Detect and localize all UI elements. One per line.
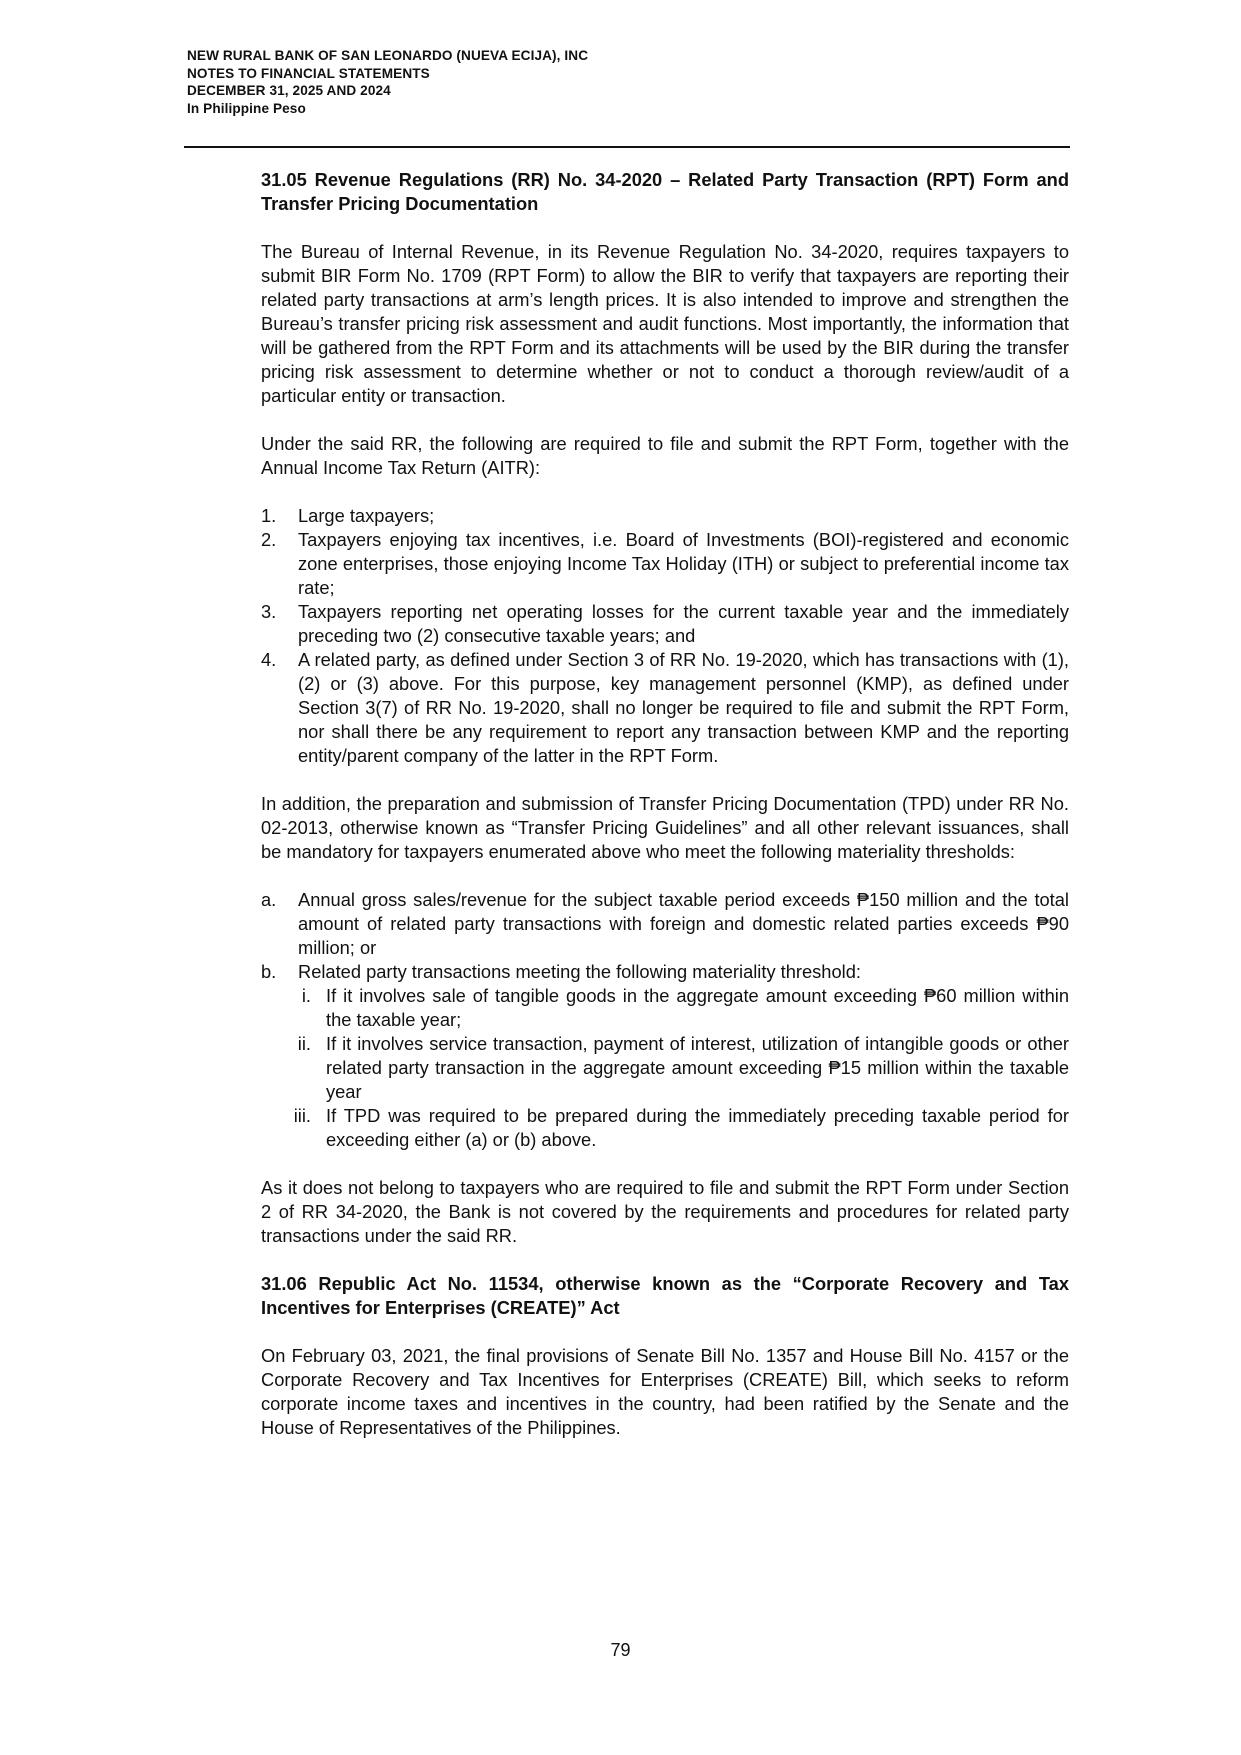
list-text: Annual gross sales/revenue for the subject taxable period exceeds ₱150 million and the total amount of related party transactions with foreign and domestic related parties exceeds ₱90 million; or (298, 889, 1069, 958)
sublist-item (261, 984, 1069, 1032)
sublist-text: If it involves sale of tangible goods in the aggregate amount exceeding ₱60 million within the taxable year; (326, 985, 1069, 1030)
sublist-marker: iii. (293, 1105, 311, 1126)
list-text: Taxpayers reporting net operating losses for the current taxable year and the immediately preceding two (2) consecutive taxable years; and (298, 601, 1069, 646)
paragraph: Under the said RR, the following are required to file and submit the RPT Form, together with the Annual Income Tax Return (AITR): (261, 433, 1069, 478)
list-item (261, 648, 1069, 768)
list-text: Large taxpayers; (298, 505, 435, 526)
list-text: Related party transactions meeting the following materiality threshold: (298, 961, 861, 982)
sublist-marker: ii. (297, 1033, 311, 1054)
company-name: NEW RURAL BANK OF SAN LEONARDO (NUEVA ECIJA), INC (187, 48, 589, 63)
list-text: A related party, as defined under Section 3 of RR No. 19-2020, which has transactions with (1), (2) or (3) above. For this purpose, key management personnel (KMP), as defined under Section 3(7) of RR No. 19-2020, shall no longer be required to file and submit the RPT Form, nor shall there be any requirement to report any transaction between KMP and the reporting entity/parent company of the latter in the RPT Form. (298, 649, 1069, 766)
sublist-marker: i. (301, 985, 311, 1006)
sublist-text: If TPD was required to be prepared during the immediately preceding taxable period for exceeding either (a) or (b) above. (326, 1105, 1069, 1150)
list-item (261, 888, 1069, 960)
sublist-item (261, 1032, 1069, 1104)
statement-period: DECEMBER 31, 2025 AND 2024 (187, 83, 391, 98)
list-item (261, 600, 1069, 648)
list-marker: 4. (261, 649, 277, 670)
list-marker: 3. (261, 601, 277, 622)
list-marker: 2. (261, 529, 277, 550)
list-text: Taxpayers enjoying tax incentives, i.e. Board of Investments (BOI)-registered and economic zone enterprises, those enjoying Income Tax Holiday (ITH) or subject to preferential income tax rate; (298, 529, 1069, 598)
list-item (261, 960, 1069, 984)
list-marker: b. (261, 961, 277, 982)
document-header (187, 47, 1087, 117)
statement-title: NOTES TO FINANCIAL STATEMENTS (187, 65, 430, 81)
list-item (261, 504, 1069, 528)
list-marker: 1. (261, 505, 277, 526)
section-heading-31-05: 31.05 Revenue Regulations (RR) No. 34-2020 – Related Party Transaction (RPT) Form and Transfer Pricing Documentation (261, 169, 1069, 214)
page-number: 79 (610, 1640, 631, 1660)
sublist-item (261, 1104, 1069, 1152)
paragraph: On February 03, 2021, the final provisions of Senate Bill No. 1357 and House Bill No. 4157 or the Corporate Recovery and Tax Incentives for Enterprises (CREATE) Bill, which seeks to reform corporate income taxes and incentives in the country, had been ratified by the Senate and the House of Representatives of the Philippines. (261, 1345, 1069, 1438)
list-marker: a. (261, 889, 277, 910)
section-heading-31-06: 31.06 Republic Act No. 11534, otherwise known as the “Corporate Recovery and Tax Incentives for Enterprises (CREATE)” Act (261, 1273, 1069, 1318)
paragraph: In addition, the preparation and submission of Transfer Pricing Documentation (TPD) under RR No. 02-2013, otherwise known as “Transfer Pricing Guidelines” and all other relevant issuances, shall be mandatory for taxpayers enumerated above who meet the following materiality thresholds: (261, 793, 1069, 862)
page-content (261, 168, 1069, 1440)
paragraph: As it does not belong to taxpayers who are required to file and submit the RPT Form under Section 2 of RR 34-2020, the Bank is not covered by the requirements and procedures for related party transactions under the said RR. (261, 1177, 1069, 1246)
list-item (261, 528, 1069, 600)
currency-note: In Philippine Peso (187, 100, 306, 116)
sublist-text: If it involves service transaction, payment of interest, utilization of intangible goods or other related party transaction in the aggregate amount exceeding ₱15 million within the taxable year (326, 1033, 1069, 1102)
paragraph: The Bureau of Internal Revenue, in its Revenue Regulation No. 34-2020, requires taxpayers to submit BIR Form No. 1709 (RPT Form) to allow the BIR to verify that taxpayers are reporting their related party transactions at arm’s length prices. It is also intended to improve and strengthen the Bureau’s transfer pricing risk assessment and audit functions. Most importantly, the information that will be gathered from the RPT Form and its attachments will be used by the BIR during the transfer pricing risk assessment to determine whether or not to conduct a thorough review/audit of a particular entity or transaction. (261, 241, 1069, 406)
header-divider (184, 146, 1070, 148)
